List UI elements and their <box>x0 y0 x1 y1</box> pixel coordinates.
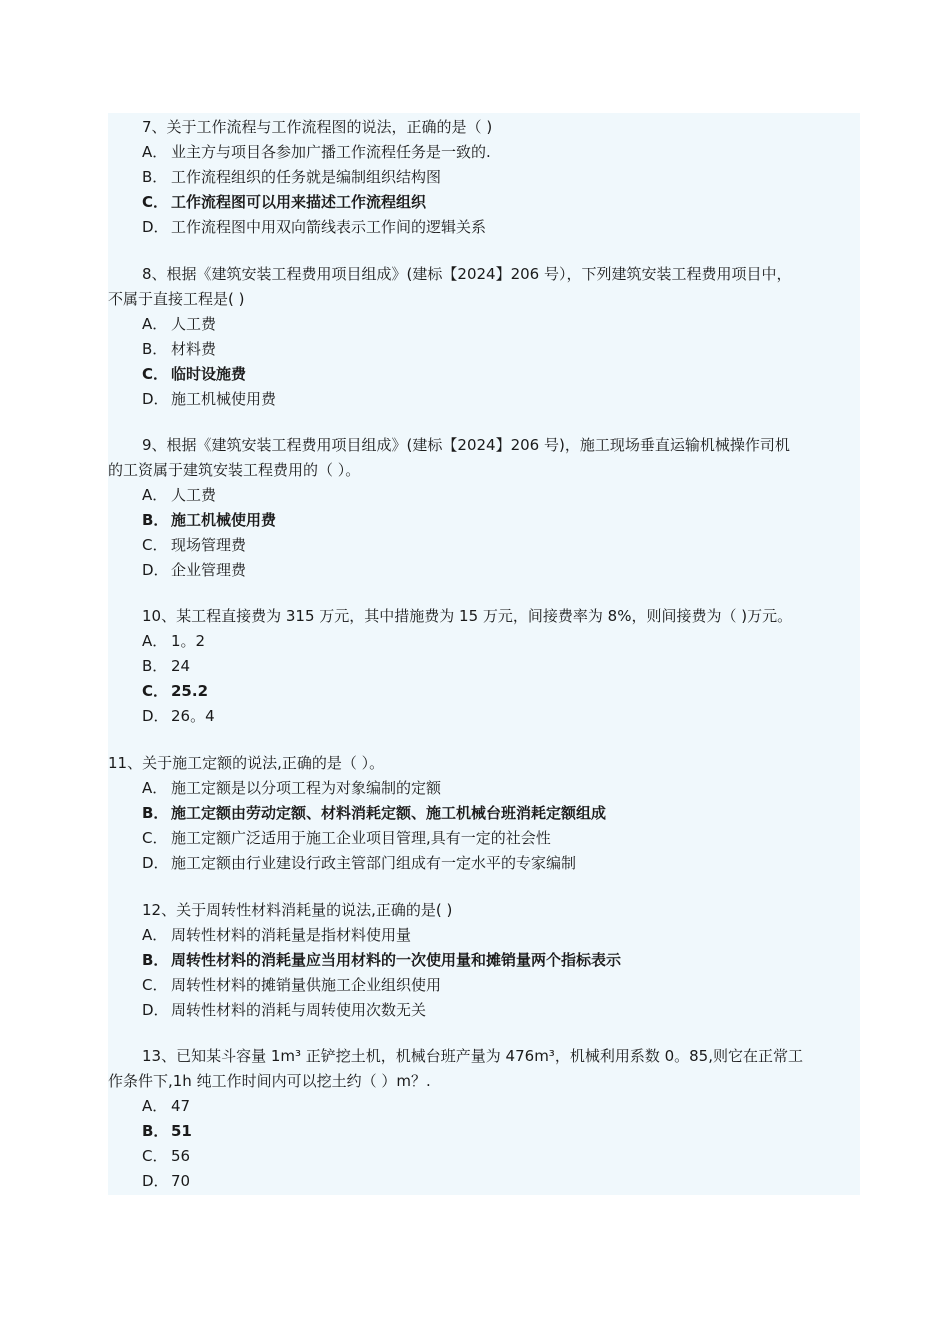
option-text: 施工机械使用费 <box>171 511 277 529</box>
option-text: 工作流程图可以用来描述工作流程组织 <box>171 193 427 211</box>
answer-option <box>108 533 860 558</box>
answer-option <box>108 483 860 508</box>
question-stem: 11、关于施工定额的说法,正确的是（ ）。 <box>108 754 385 772</box>
question-block <box>108 433 860 583</box>
option-text: 现场管理费 <box>171 536 247 554</box>
option-letter: C． <box>142 193 169 211</box>
option-letter: A． <box>142 779 168 797</box>
answer-option <box>108 140 860 165</box>
option-text: 周转性材料的消耗与周转使用次数无关 <box>171 1001 427 1019</box>
option-letter: B． <box>142 1122 169 1140</box>
answer-option <box>108 776 860 801</box>
correct-option <box>108 362 860 387</box>
option-text: 51 <box>171 1122 192 1140</box>
answer-option <box>108 558 860 583</box>
option-text: 周转性材料的摊销量供施工企业组织使用 <box>171 976 442 994</box>
correct-option <box>108 679 860 704</box>
option-text: 1。2 <box>171 632 206 650</box>
answer-option <box>108 654 860 679</box>
option-letter: A． <box>142 926 168 944</box>
answer-option <box>108 923 860 948</box>
option-letter: D． <box>142 854 169 872</box>
option-text: 临时设施费 <box>171 365 247 383</box>
option-text: 47 <box>171 1097 191 1115</box>
option-text: 周转性材料的消耗量应当用材料的一次使用量和摊销量两个指标表示 <box>171 951 622 969</box>
option-letter: B． <box>142 657 168 675</box>
answer-option <box>108 165 860 190</box>
question-block <box>108 115 860 240</box>
option-letter: C． <box>142 682 169 700</box>
correct-option <box>108 948 860 973</box>
option-text: 25.2 <box>171 682 209 700</box>
correct-option <box>108 508 860 533</box>
option-text: 24 <box>171 657 191 675</box>
question-stem: 的工资属于建筑安装工程费用的（ ）。 <box>108 461 361 479</box>
question-stem: 10、某工程直接费为 315 万元，其中措施费为 15 万元，间接费率为 8%，则间接费为（ )万元。 <box>142 607 793 625</box>
option-text: 56 <box>171 1147 191 1165</box>
option-text: 周转性材料的消耗量是指材料使用量 <box>171 926 412 944</box>
correct-option <box>108 1119 860 1144</box>
question-stem: 作条件下,1h 纯工作时间内可以挖土约（ ）m？. <box>108 1072 431 1090</box>
correct-option <box>108 190 860 215</box>
option-text: 材料费 <box>171 340 217 358</box>
option-letter: A． <box>142 315 168 333</box>
answer-option <box>108 1144 860 1169</box>
answer-option <box>108 215 860 240</box>
option-letter: C． <box>142 1147 168 1165</box>
answer-option <box>108 312 860 337</box>
correct-option <box>108 801 860 826</box>
option-text: 26。4 <box>171 707 215 725</box>
option-letter: B． <box>142 168 168 186</box>
answer-option <box>108 337 860 362</box>
answer-option <box>108 1169 860 1194</box>
option-letter: C． <box>142 829 168 847</box>
option-letter: D． <box>142 218 169 236</box>
answer-option <box>108 826 860 851</box>
option-letter: B． <box>142 951 169 969</box>
answer-option <box>108 704 860 729</box>
option-text: 人工费 <box>171 315 217 333</box>
option-text: 施工定额由劳动定额、材料消耗定额、施工机械台班消耗定额组成 <box>171 804 607 822</box>
option-text: 施工定额由行业建设行政主管部门组成有一定水平的专家编制 <box>171 854 577 872</box>
question-stem: 7、关于工作流程与工作流程图的说法，正确的是（ ) <box>142 118 493 136</box>
question-stem: 9、根据《建筑安装工程费用项目组成》(建标【2024】206 号)，施工现场垂直运输机械操作司机 <box>142 436 790 454</box>
option-text: 施工定额是以分项工程为对象编制的定额 <box>171 779 442 797</box>
answer-option <box>108 387 860 412</box>
option-letter: A． <box>142 486 168 504</box>
option-letter: D． <box>142 1172 169 1190</box>
option-text: 工作流程组织的任务就是编制组织结构图 <box>171 168 442 186</box>
option-letter: B． <box>142 511 169 529</box>
option-letter: B． <box>142 340 168 358</box>
option-text: 70 <box>171 1172 191 1190</box>
question-block <box>108 262 860 412</box>
question-stem: 13、已知某斗容量 1m³ 正铲挖土机，机械台班产量为 476m³，机械利用系数 0。85,则它在正常工 <box>142 1047 803 1065</box>
option-letter: D． <box>142 561 169 579</box>
option-letter: D． <box>142 1001 169 1019</box>
option-letter: C． <box>142 536 168 554</box>
option-letter: B． <box>142 804 169 822</box>
option-letter: C． <box>142 365 169 383</box>
option-text: 施工机械使用费 <box>171 390 277 408</box>
question-block <box>108 751 860 876</box>
option-letter: D． <box>142 707 169 725</box>
option-letter: D． <box>142 390 169 408</box>
answer-option <box>108 998 860 1023</box>
option-letter: A． <box>142 1097 168 1115</box>
option-text: 人工费 <box>171 486 217 504</box>
question-block <box>108 898 860 1023</box>
question-stem: 8、根据《建筑安装工程费用项目组成》(建标【2024】206 号），下列建筑安装工程费用项目中， <box>142 265 792 283</box>
question-stem: 不属于直接工程是( ) <box>108 290 245 308</box>
answer-option <box>108 1094 860 1119</box>
option-text: 业主方与项目各参加广播工作流程任务是一致的. <box>171 143 491 161</box>
option-text: 施工定额广泛适用于施工企业项目管理,具有一定的社会性 <box>171 829 551 847</box>
answer-option <box>108 851 860 876</box>
answer-option <box>108 973 860 998</box>
question-stem: 12、关于周转性材料消耗量的说法,正确的是( ) <box>142 901 453 919</box>
answer-option <box>108 629 860 654</box>
question-block <box>108 604 860 729</box>
question-block <box>108 1044 860 1194</box>
option-text: 工作流程图中用双向箭线表示工作间的逻辑关系 <box>171 218 487 236</box>
exam-sheet <box>108 113 860 1195</box>
option-text: 企业管理费 <box>171 561 247 579</box>
option-letter: A． <box>142 632 168 650</box>
option-letter: A． <box>142 143 168 161</box>
option-letter: C． <box>142 976 168 994</box>
